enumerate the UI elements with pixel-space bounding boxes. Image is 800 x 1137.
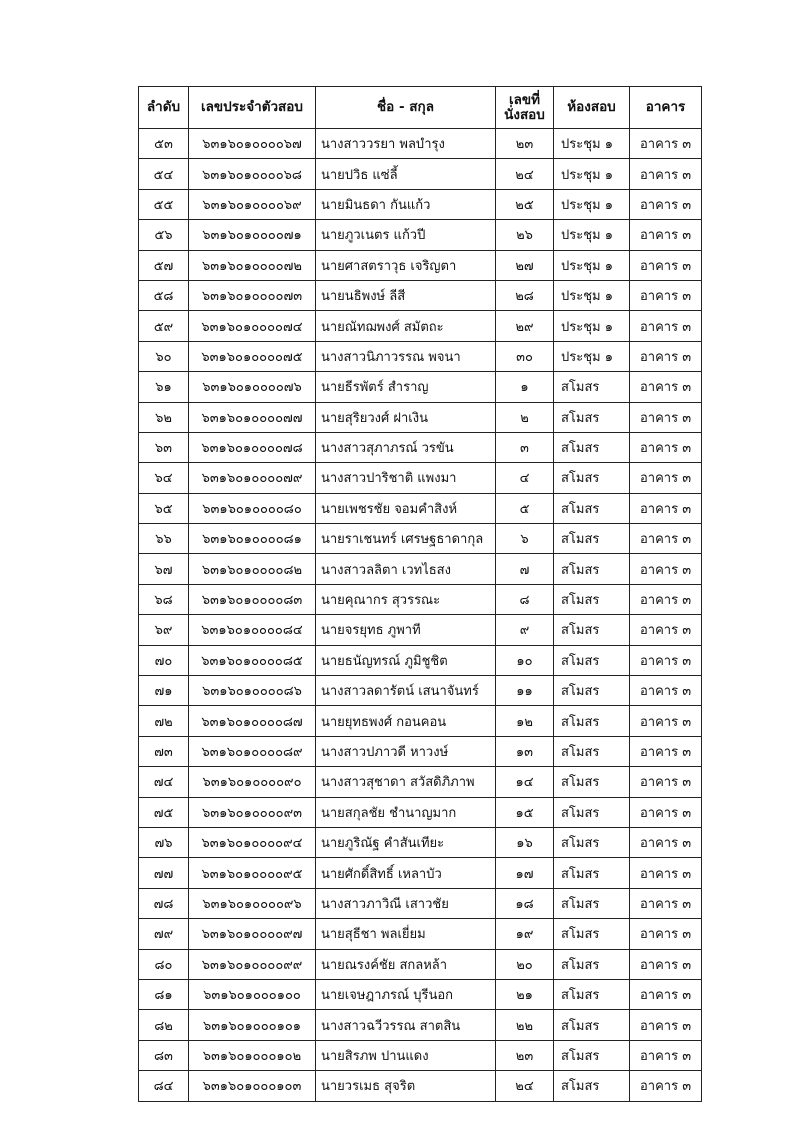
cell-building: อาคาร ๓ [630,402,702,432]
cell-building: อาคาร ๓ [630,615,702,645]
cell-room: ประชุม ๑ [554,189,630,219]
cell-no: ๖๙ [139,615,189,645]
cell-seat: ๑๗ [496,858,554,888]
cell-room: สโมสร [554,554,630,584]
cell-building: อาคาร ๓ [630,1040,702,1070]
cell-room: สโมสร [554,372,630,402]
table-row [139,584,702,614]
table-row [139,797,702,827]
cell-exam-id: ๖๓๑๖๐๑๐๐๐๐๙๖ [189,888,316,918]
cell-building: อาคาร ๓ [630,220,702,250]
cell-room: ประชุม ๑ [554,280,630,310]
table-row [139,919,702,949]
table-row [139,676,702,706]
cell-name: นายนธิพงษ์ ลีสี [316,280,496,310]
cell-room: ประชุม ๑ [554,311,630,341]
cell-exam-id: ๖๓๑๖๐๑๐๐๐๐๘๐ [189,493,316,523]
cell-building: อาคาร ๓ [630,524,702,554]
cell-seat: ๒๔ [496,1071,554,1101]
cell-exam-id: ๖๓๑๖๐๑๐๐๐๐๘๔ [189,615,316,645]
table-row [139,280,702,310]
header-name: ชื่อ - สกุล [316,87,496,129]
cell-name: นายวรเมธ สุจริต [316,1071,496,1101]
cell-name: นางสาวลลิตา เวทไธสง [316,554,496,584]
cell-exam-id: ๖๓๑๖๐๑๐๐๐๐๗๗ [189,402,316,432]
cell-room: สโมสร [554,827,630,857]
cell-name: นายคุณากร สุวรรณะ [316,584,496,614]
cell-room: สโมสร [554,524,630,554]
header-exam-id: เลขประจำตัวสอบ [189,87,316,129]
cell-no: ๕๕ [139,189,189,219]
table-row [139,129,702,159]
cell-exam-id: ๖๓๑๖๐๑๐๐๐๑๐๐ [189,979,316,1009]
cell-room: ประชุม ๑ [554,341,630,371]
cell-room: สโมสร [554,1071,630,1101]
table-row [139,888,702,918]
cell-name: นายศาสตราวุธ เจริญตา [316,250,496,280]
cell-name: นายเพชรชัย จอมคำสิงห์ [316,493,496,523]
cell-exam-id: ๖๓๑๖๐๑๐๐๐๐๗๑ [189,220,316,250]
cell-building: อาคาร ๓ [630,129,702,159]
cell-name: นางสาวลดารัตน์ เสนาจันทร์ [316,676,496,706]
cell-exam-id: ๖๓๑๖๐๑๐๐๐๐๖๘ [189,159,316,189]
cell-name: นายสุริยวงศ์ ฝาเงิน [316,402,496,432]
cell-room: ประชุม ๑ [554,159,630,189]
cell-exam-id: ๖๓๑๖๐๑๐๐๐๐๗๕ [189,341,316,371]
table-row [139,1040,702,1070]
cell-no: ๖๐ [139,341,189,371]
cell-building: อาคาร ๓ [630,372,702,402]
table-row [139,524,702,554]
cell-building: อาคาร ๓ [630,584,702,614]
cell-seat: ๑๕ [496,797,554,827]
cell-seat: ๑๑ [496,676,554,706]
cell-room: สโมสร [554,797,630,827]
cell-exam-id: ๖๓๑๖๐๑๐๐๐๐๙๔ [189,827,316,857]
cell-building: อาคาร ๓ [630,767,702,797]
table-header-row [139,87,702,129]
cell-name: นางสาวฉวีวรรณ สาตสิน [316,1010,496,1040]
cell-seat: ๑๐ [496,645,554,675]
table-row [139,554,702,584]
cell-building: อาคาร ๓ [630,979,702,1009]
cell-exam-id: ๖๓๑๖๐๑๐๐๐๐๙๕ [189,858,316,888]
table-row [139,645,702,675]
cell-no: ๖๗ [139,554,189,584]
cell-room: สโมสร [554,919,630,949]
table-row [139,767,702,797]
cell-seat: ๔ [496,463,554,493]
cell-room: สโมสร [554,584,630,614]
cell-no: ๘๐ [139,949,189,979]
cell-name: นายธีรพัตร์ สำราญ [316,372,496,402]
cell-building: อาคาร ๓ [630,797,702,827]
table-row [139,463,702,493]
cell-room: สโมสร [554,858,630,888]
cell-seat: ๑๘ [496,888,554,918]
cell-building: อาคาร ๓ [630,736,702,766]
cell-building: อาคาร ๓ [630,432,702,462]
cell-building: อาคาร ๓ [630,888,702,918]
cell-building: อาคาร ๓ [630,250,702,280]
cell-building: อาคาร ๓ [630,645,702,675]
cell-name: นายเจษฎาภรณ์ บุรีนอก [316,979,496,1009]
table-row [139,189,702,219]
cell-name: นางสาวปภาวดี หาวงษ์ [316,736,496,766]
header-seat [496,87,554,129]
table-row [139,736,702,766]
cell-no: ๗๑ [139,676,189,706]
cell-building: อาคาร ๓ [630,919,702,949]
cell-room: สโมสร [554,645,630,675]
cell-no: ๗๕ [139,797,189,827]
cell-name: นายมินธดา กันแก้ว [316,189,496,219]
table-row [139,949,702,979]
cell-exam-id: ๖๓๑๖๐๑๐๐๐๐๘๕ [189,645,316,675]
cell-exam-id: ๖๓๑๖๐๑๐๐๐๐๙๗ [189,919,316,949]
cell-no: ๗๗ [139,858,189,888]
cell-name: นางสาววรยา พลบำรุง [316,129,496,159]
cell-room: ประชุม ๑ [554,250,630,280]
table-body [139,129,702,1102]
header-no: ลำดับ [139,87,189,129]
cell-name: นายสิรภพ ปานแดง [316,1040,496,1070]
cell-room: สโมสร [554,463,630,493]
cell-no: ๖๖ [139,524,189,554]
cell-name: นางสาวนิภาวรรณ พจนา [316,341,496,371]
cell-no: ๘๑ [139,979,189,1009]
cell-exam-id: ๖๓๑๖๐๑๐๐๐๐๗๙ [189,463,316,493]
cell-building: อาคาร ๓ [630,706,702,736]
cell-name: นายปวิธ แซ่ลี้ [316,159,496,189]
cell-no: ๗๔ [139,767,189,797]
cell-exam-id: ๖๓๑๖๐๑๐๐๐๐๙๐ [189,767,316,797]
cell-exam-id: ๖๓๑๖๐๑๐๐๐๑๐๓ [189,1071,316,1101]
cell-no: ๕๔ [139,159,189,189]
cell-seat: ๑๒ [496,706,554,736]
cell-room: สโมสร [554,767,630,797]
cell-room: สโมสร [554,1040,630,1070]
cell-building: อาคาร ๓ [630,280,702,310]
cell-room: สโมสร [554,493,630,523]
cell-exam-id: ๖๓๑๖๐๑๐๐๐๐๗๖ [189,372,316,402]
cell-seat: ๒๔ [496,159,554,189]
table-row [139,615,702,645]
cell-no: ๘๔ [139,1071,189,1101]
cell-room: สโมสร [554,736,630,766]
cell-no: ๗๖ [139,827,189,857]
table-row [139,341,702,371]
cell-name: นายธนัญทรณ์ ภูมิชูชิต [316,645,496,675]
cell-room: สโมสร [554,706,630,736]
cell-exam-id: ๖๓๑๖๐๑๐๐๐๐๘๙ [189,736,316,766]
cell-building: อาคาร ๓ [630,493,702,523]
exam-seating-table [138,86,702,1102]
table-row [139,979,702,1009]
cell-seat: ๑๔ [496,767,554,797]
cell-exam-id: ๖๓๑๖๐๑๐๐๐๐๘๑ [189,524,316,554]
cell-room: สโมสร [554,676,630,706]
cell-building: อาคาร ๓ [630,827,702,857]
table-row [139,159,702,189]
cell-no: ๘๒ [139,1010,189,1040]
cell-seat: ๓๐ [496,341,554,371]
cell-no: ๖๒ [139,402,189,432]
cell-no: ๖๑ [139,372,189,402]
cell-no: ๗๘ [139,888,189,918]
cell-seat: ๒๖ [496,220,554,250]
cell-exam-id: ๖๓๑๖๐๑๐๐๐๐๗๓ [189,280,316,310]
cell-exam-id: ๖๓๑๖๐๑๐๐๐๑๐๒ [189,1040,316,1070]
cell-exam-id: ๖๓๑๖๐๑๐๐๐๐๘๒ [189,554,316,584]
cell-room: สโมสร [554,949,630,979]
cell-no: ๕๘ [139,280,189,310]
cell-building: อาคาร ๓ [630,311,702,341]
cell-seat: ๗ [496,554,554,584]
cell-exam-id: ๖๓๑๖๐๑๐๐๐๐๘๖ [189,676,316,706]
cell-seat: ๒๘ [496,280,554,310]
cell-room: สโมสร [554,402,630,432]
cell-no: ๕๙ [139,311,189,341]
cell-building: อาคาร ๓ [630,189,702,219]
cell-no: ๗๐ [139,645,189,675]
cell-name: นายสุธีชา พลเยี่ยม [316,919,496,949]
cell-seat: ๒๓ [496,1040,554,1070]
table-row [139,493,702,523]
table-row [139,827,702,857]
cell-room: สโมสร [554,979,630,1009]
cell-no: ๗๓ [139,736,189,766]
cell-name: นายภูริณัฐ คำสันเทียะ [316,827,496,857]
cell-exam-id: ๖๓๑๖๐๑๐๐๐๐๗๒ [189,250,316,280]
cell-seat: ๒๗ [496,250,554,280]
cell-no: ๖๓ [139,432,189,462]
cell-seat: ๑๖ [496,827,554,857]
cell-room: สโมสร [554,432,630,462]
cell-seat: ๒๒ [496,1010,554,1040]
cell-seat: ๕ [496,493,554,523]
cell-name: นางสาวปาริชาติ แพงมา [316,463,496,493]
cell-seat: ๒๙ [496,311,554,341]
table-row [139,220,702,250]
cell-exam-id: ๖๓๑๖๐๑๐๐๐๑๐๑ [189,1010,316,1040]
cell-exam-id: ๖๓๑๖๐๑๐๐๐๐๙๓ [189,797,316,827]
header-room: ห้องสอบ [554,87,630,129]
cell-exam-id: ๖๓๑๖๐๑๐๐๐๐๙๙ [189,949,316,979]
cell-building: อาคาร ๓ [630,341,702,371]
cell-no: ๖๕ [139,493,189,523]
cell-name: นายราเชนทร์ เศรษฐธาดากุล [316,524,496,554]
cell-building: อาคาร ๓ [630,159,702,189]
cell-no: ๗๒ [139,706,189,736]
cell-name: นายยุทธพงศ์ กอนคอน [316,706,496,736]
cell-building: อาคาร ๓ [630,949,702,979]
cell-building: อาคาร ๓ [630,463,702,493]
cell-exam-id: ๖๓๑๖๐๑๐๐๐๐๘๗ [189,706,316,736]
cell-seat: ๒ [496,402,554,432]
cell-no: ๖๘ [139,584,189,614]
cell-building: อาคาร ๓ [630,1010,702,1040]
cell-exam-id: ๖๓๑๖๐๑๐๐๐๐๖๗ [189,129,316,159]
cell-room: สโมสร [554,888,630,918]
cell-name: นายณัทฌพงศ์ สมัตถะ [316,311,496,341]
cell-name: นางสาวสุชาดา สวัสดิภิภาพ [316,767,496,797]
header-building: อาคาร [630,87,702,129]
cell-room: สโมสร [554,1010,630,1040]
cell-room: ประชุม ๑ [554,220,630,250]
cell-room: ประชุม ๑ [554,129,630,159]
cell-seat: ๓ [496,432,554,462]
cell-name: นายภูวเนตร แก้วปี [316,220,496,250]
cell-seat: ๒๑ [496,979,554,1009]
cell-exam-id: ๖๓๑๖๐๑๐๐๐๐๘๓ [189,584,316,614]
table-row [139,858,702,888]
table-row [139,311,702,341]
cell-room: สโมสร [554,615,630,645]
cell-building: อาคาร ๓ [630,676,702,706]
table-row [139,402,702,432]
cell-no: ๗๙ [139,919,189,949]
cell-seat: ๑๓ [496,736,554,766]
cell-no: ๕๗ [139,250,189,280]
cell-seat: ๒๕ [496,189,554,219]
cell-seat: ๘ [496,584,554,614]
cell-name: นายศักดิ์สิทธิ์ เหลาบัว [316,858,496,888]
table-row [139,706,702,736]
cell-building: อาคาร ๓ [630,554,702,584]
cell-seat: ๙ [496,615,554,645]
cell-no: ๖๔ [139,463,189,493]
cell-building: อาคาร ๓ [630,1071,702,1101]
cell-name: นางสาวสุภาภรณ์ วรขัน [316,432,496,462]
table-row [139,372,702,402]
cell-no: ๘๓ [139,1040,189,1070]
cell-name: นายณรงค์ชัย สกลหล้า [316,949,496,979]
table-row [139,432,702,462]
cell-no: ๕๖ [139,220,189,250]
header-seat-line2: นั่งสอบ [504,106,545,123]
cell-name: นายจรยุทธ ภูพาที [316,615,496,645]
cell-exam-id: ๖๓๑๖๐๑๐๐๐๐๗๘ [189,432,316,462]
cell-name: นายสกุลชัย ชำนาญมาก [316,797,496,827]
cell-seat: ๒๓ [496,129,554,159]
cell-seat: ๑ [496,372,554,402]
cell-exam-id: ๖๓๑๖๐๑๐๐๐๐๗๔ [189,311,316,341]
cell-exam-id: ๖๓๑๖๐๑๐๐๐๐๖๙ [189,189,316,219]
table-row [139,1010,702,1040]
cell-no: ๕๓ [139,129,189,159]
header-seat-line1: เลขที่ [508,91,540,108]
cell-name: นางสาวภาวิณี เสาวชัย [316,888,496,918]
table-row [139,250,702,280]
table-row [139,1071,702,1101]
cell-seat: ๑๙ [496,919,554,949]
cell-building: อาคาร ๓ [630,858,702,888]
cell-seat: ๒๐ [496,949,554,979]
cell-seat: ๖ [496,524,554,554]
